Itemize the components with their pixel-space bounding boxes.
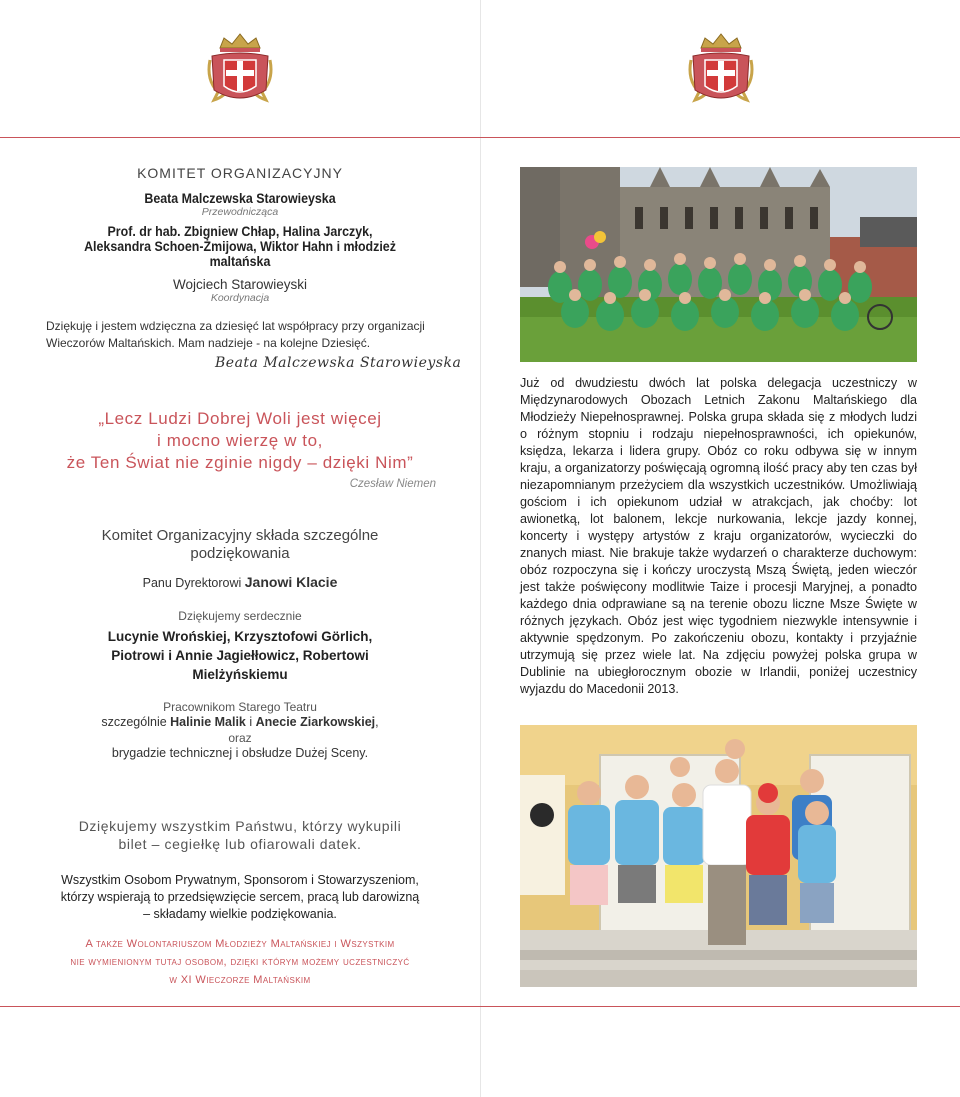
especially-suffix: ,: [375, 715, 379, 729]
ticket-thanks: [40, 817, 440, 853]
especially-name-2: Anecie Ziarkowskiej: [255, 715, 376, 729]
signature: Beata Malczewska Starowieyska: [215, 355, 462, 371]
staff-line: Pracownikom Starego Teatru: [163, 700, 317, 714]
volunteers-line-3: w XI Wieczorze Maltańskim: [169, 974, 311, 986]
names-line-2: Piotrowi i Annie Jagiełłowicz, Robertowi: [111, 648, 369, 663]
thanks-block: [40, 527, 440, 762]
committee-title: KOMITET ORGANIZACYJNY: [137, 165, 343, 181]
divider-bottom: [0, 1006, 960, 1007]
volunteers-line-1: A także Wolontariuszom Młodzieży Maltańskiej i Wszystkim: [85, 938, 395, 950]
director-name: Janowi Klacie: [244, 574, 338, 590]
sponsors-thanks: [40, 872, 440, 923]
maltese-crest-icon: [685, 30, 757, 110]
especially-prefix: szczególnie: [101, 715, 171, 729]
committee-block: [40, 165, 440, 304]
volunteers-thanks: [40, 935, 440, 989]
director-line: [40, 574, 440, 592]
article-text: Już od dwudziestu dwóch lat polska delegacja uczestniczy w Międzynarodowych Obozach Letnich Zakonu Maltańskiego dla Młodzieży Niepełnosprawnej. Polska grupa składa się z młodych ludzi o różnym stopniu i rodzaju niepełnosprawności, ich opiekunów, księdza, lekarza i lidera grupy. Obóz co roku odbywa się w innym kraju, a organizatorzy poświęcają ogromną ilość pracy aby ten czas był niezapomnianym przeżyciem dla wszystkich uczestników. Umożliwiają gościom i ich opiekunom udział w atrakcjach, jak choćby: lot awionetką, lot balonem, lekcje nurkowania, lekcje jazdy konnej, koncerty i występy artystów z kraju organizatorów, wycieczki do znanych miast. Nie brakuje także wydarzeń o charakterze duchowym: obóz rozpoczyna się i kończy uroczystą Mszą Świętą, jeden wieczór jest także poświęcony modlitwie Taize i procesji Maryjnej, a ponadto każdego dnia odprawiane są na terenie obozu liczne Msze Święte w różnych językach. Obóz jest więc tygodniem niezwykle intensywnie i aktywnie spędzonym. Po zakończeniu obozu, kontakty i przyjaźnie utrzymują się przez wiele lat. Na zdjęciu powyżej polska grupa w Dublinie na ubiegłorocznym obozie w Irlandii, poniżej uczestnicy wyjazdu do Macedonii 2013.: [520, 376, 917, 696]
chair-name: Beata Malczewska Starowieyska: [144, 191, 336, 206]
names-line-1: Lucynie Wrońskiej, Krzysztofowi Görlich,: [107, 629, 373, 644]
maltese-crest-icon: [204, 30, 276, 110]
dublin-group-photo: [520, 167, 917, 362]
members-line-1: Prof. dr hab. Zbigniew Chłap, Halina Jarczyk,: [107, 224, 373, 239]
cordially: Dziękujemy serdecznie: [178, 609, 302, 623]
thanks-heading-1: Komitet Organizacyjny składa szczególne: [101, 527, 379, 544]
director-prefix: Panu Dyrektorowi: [142, 576, 245, 590]
quote-line-2: i mocno wierzę w to,: [157, 431, 323, 450]
quote-line-1: „Lecz Ludzi Dobrej Woli jest więcej: [98, 409, 382, 428]
especially-line: [40, 714, 440, 731]
quote: [40, 408, 440, 474]
oraz: oraz: [228, 731, 252, 745]
volunteers-line-2: nie wymienionym tutaj osobom, dzięki którym możemy uczestniczyć: [70, 956, 410, 968]
divider-top: [0, 137, 960, 138]
especially-and: i: [245, 715, 256, 729]
thanks-heading-2: podziękowania: [190, 545, 290, 562]
ticket-thanks-line-1: Dziękujemy wszystkim Państwu, którzy wykupili: [78, 818, 402, 834]
names-line-3: Mielżyńskiemu: [192, 667, 288, 682]
chair-role: Przewodnicząca: [201, 206, 279, 218]
personal-thanks: Dziękuję i jestem wdzięczna za dziesięć lat współpracy przy organizacji Wieczorów Maltańskich. Mam nadzieje - na kolejne Dziesięć.: [46, 319, 425, 350]
especially-name-1: Halinie Malik: [170, 715, 246, 729]
members-line-2: Aleksandra Schoen-Żmijowa, Wiktor Hahn i młodzież maltańska: [84, 239, 396, 269]
ticket-thanks-line-2: bilet – cegiełkę lub ofiarowali datek.: [118, 836, 362, 852]
crew-line: brygadzie technicznej i obsłudze Dużej Sceny.: [111, 746, 369, 760]
sponsors-line-3: – składamy wielkie podziękowania.: [143, 907, 337, 921]
quote-line-3: że Ten Świat nie zginie nigdy – dzięki Nim”: [66, 453, 414, 472]
sponsors-line-2: którzy wspierają to przedsięwzięcie sercem, pracą lub darowizną: [60, 890, 420, 904]
macedonia-group-photo: [520, 725, 917, 987]
coordinator-role: Koordynacja: [210, 292, 270, 304]
coordinator-name: Wojciech Starowieyski: [172, 277, 308, 292]
sponsors-line-1: Wszystkim Osobom Prywatnym, Sponsorom i Stowarzyszeniom,: [61, 873, 419, 887]
quote-author: Czesław Niemen: [349, 478, 436, 490]
